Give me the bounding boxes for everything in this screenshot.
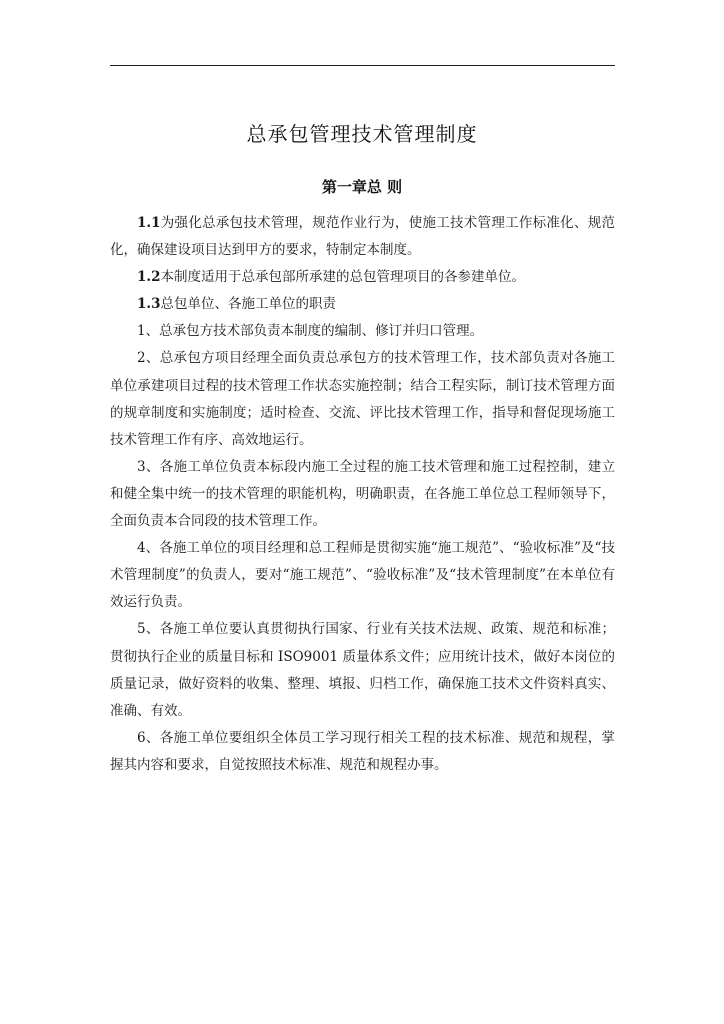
clause-number: 1.1 [137,215,161,231]
paragraph [110,318,615,345]
paragraph [110,345,615,453]
paragraph-text: 3、各施工单位负责本标段内施工全过程的施工技术管理和施工过程控制，建立和健全集中统一的技术管理的职能机构，明确职责，在各施工单位总工程师领导下，全面负责本合同段的技术管理工作。 [110,458,615,530]
paragraph [110,264,615,291]
clause-number: 1.3 [137,296,161,313]
paragraph-text: 总包单位、各施工单位的职责 [160,296,336,313]
clause-number: 1.2 [137,269,161,286]
paragraph [110,535,615,616]
paragraph [110,454,615,535]
paragraph [110,210,615,264]
paragraph-text: 4、各施工单位的项目经理和总工程师是贯彻实施“施工规范”、“验收标准”及“技术管理制度”的负责人，要对“施工规范”、“验收标准”及“技术管理制度”在本单位有效运行负责。 [110,540,615,611]
paragraph-text: 6、各施工单位要组织全体员工学习现行相关工程的技术标准、规范和规程，掌握其内容和要求，自觉按照技术标准、规范和规程办事。 [110,729,615,773]
document-title: 总承包管理技术管理制度 [246,122,478,146]
document-body [110,210,615,779]
header-rule [110,65,615,66]
paragraph-text: 5、各施工单位要认真贯彻执行国家、行业有关技术法规、政策、规范和标准；贯彻执行企业的质量目标和 ISO9001 质量体系文件；应用统计技术，做好本岗位的质量记录，做好资料的收集、整理、填报、归档工作，确保施工技术文件资料真实、准确、有效。 [110,621,615,719]
paragraph-text: 为强化总承包技术管理，规范作业行为，使施工技术管理工作标准化、规范化，确保建设项目达到甲方的要求，特制定本制度。 [110,215,615,259]
paragraph [110,291,615,318]
paragraph [110,616,615,724]
paragraph [110,725,615,779]
paragraph-text: 2、总承包方项目经理全面负责总承包方的技术管理工作，技术部负责对各施工单位承建项目过程的技术管理工作状态实施控制；结合工程实际，制订技术管理方面的规章制度和实施制度；适时检查、交流、评比技术管理工作，指导和督促现场施工技术管理工作有序、高效地运行。 [110,350,615,448]
chapter-title: 第一章总 则 [321,178,403,196]
paragraph-text: 1、总承包方技术部负责本制度的编制、修订并归口管理。 [137,323,484,340]
paragraph-text: 本制度适用于总承包部所承建的总包管理项目的各参建单位。 [160,269,525,286]
